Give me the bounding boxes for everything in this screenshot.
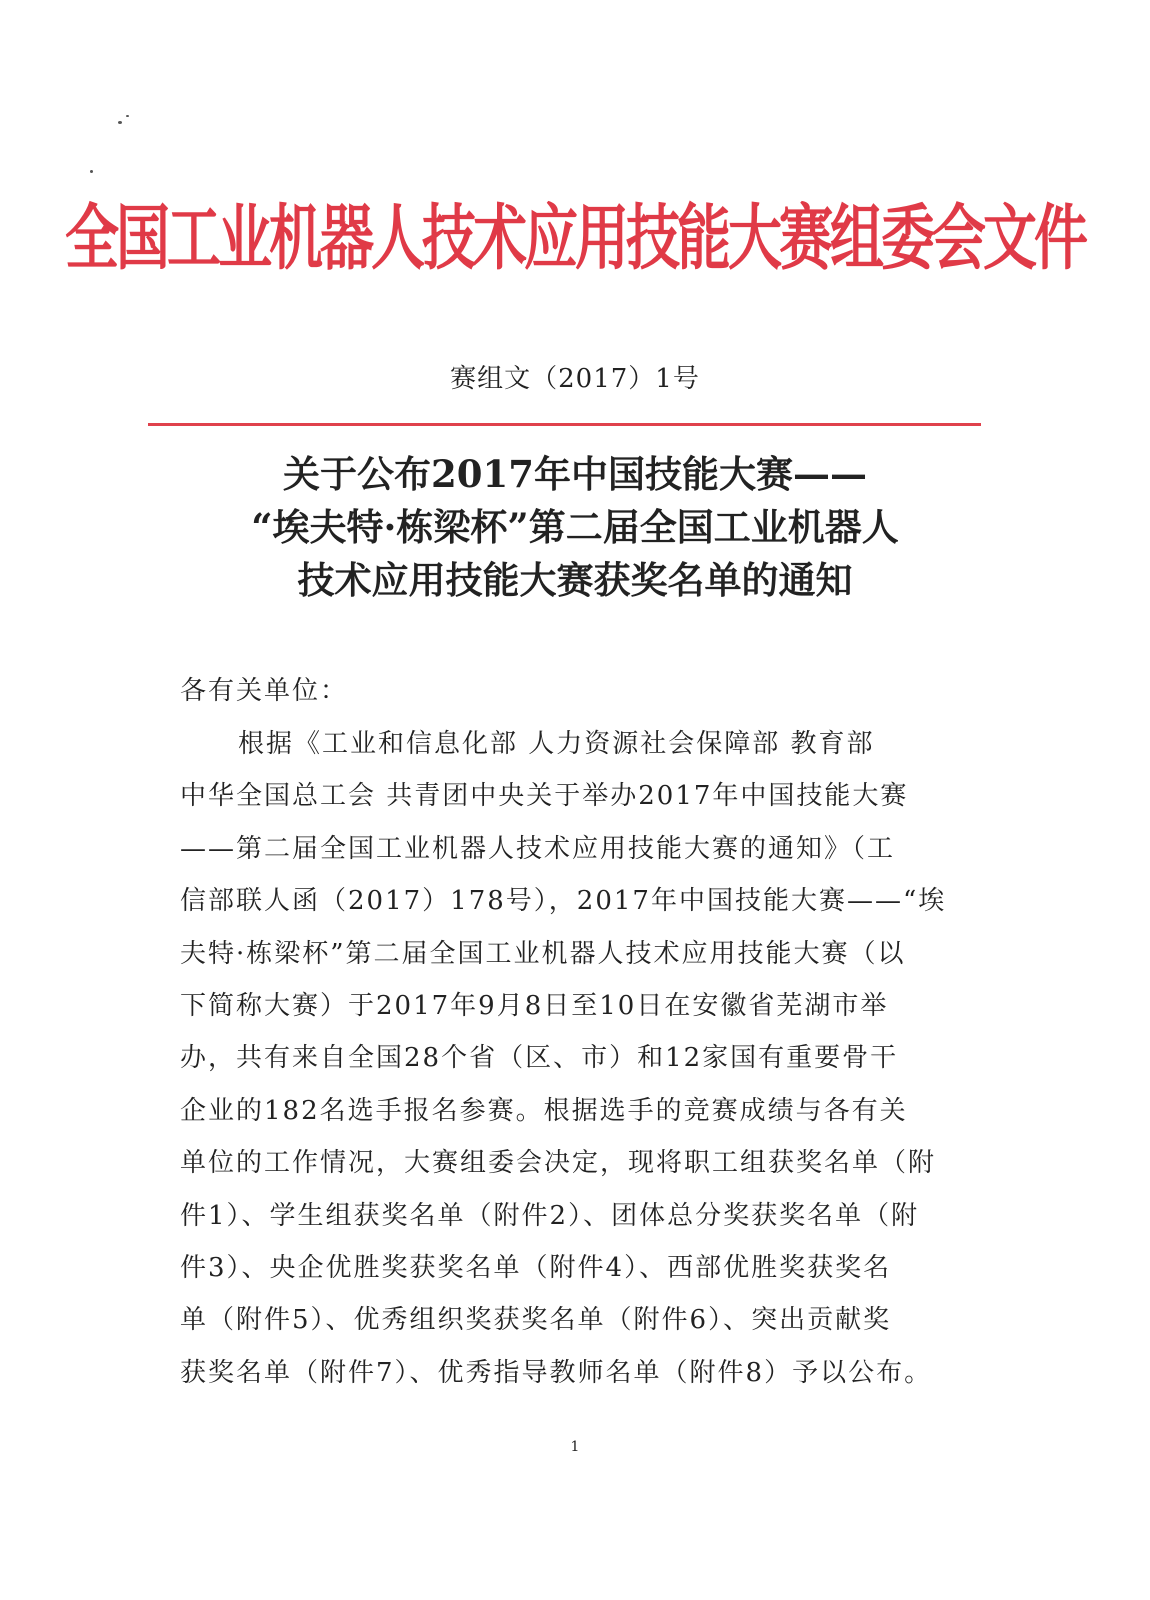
body-line: 信部联人函（2017）178号），2017年中国技能大赛——“埃 xyxy=(180,886,947,917)
notice-title-line: “埃夫特·栋梁杯”第二届全国工业机器人 xyxy=(251,505,899,549)
body-line: 根据《工业和信息化部 人力资源社会保障部 教育部 xyxy=(238,729,875,759)
body-line: 办，共有来自全国28个省（区、市）和12家国有重要骨干 xyxy=(180,1043,899,1074)
scan-speck xyxy=(90,170,93,173)
page-number: 1 xyxy=(570,1439,580,1455)
scan-speck xyxy=(126,115,129,117)
body-line: 下简称大赛）于2017年9月8日至10日在安徽省芜湖市举 xyxy=(180,991,889,1022)
body-line: 企业的182名选手报名参赛。根据选手的竞赛成绩与各有关 xyxy=(180,1095,908,1126)
letterhead-title: 全国工业机器人技术应用技能大赛组委会文件 xyxy=(65,195,1085,280)
notice-title-line: 技术应用技能大赛获奖名单的通知 xyxy=(297,558,853,602)
body-line: 中华全国总工会 共青团中央关于举办2017年中国技能大赛 xyxy=(180,781,909,812)
scan-speck xyxy=(118,121,122,124)
notice-title xyxy=(0,448,1150,607)
body-line: 件1）、学生组获奖名单（附件2）、团体总分奖获奖名单（附 xyxy=(180,1200,920,1231)
body-line: 获奖名单（附件7）、优秀指导教师名单（附件8）予以公布。 xyxy=(180,1357,933,1388)
body-line: 单位的工作情况，大赛组委会决定，现将职工组获奖名单（附 xyxy=(180,1148,937,1179)
document-number: 赛组文（2017）1号 xyxy=(450,364,700,394)
notice-title-line: 关于公布2017年中国技能大赛—— xyxy=(283,452,867,496)
body-paragraph xyxy=(180,718,980,1399)
salutation: 各有关单位： xyxy=(180,676,349,706)
body-line: ——第二届全国工业机器人技术应用技能大赛的通知》（工 xyxy=(180,833,896,864)
body-line: 件3）、央企优胜奖获奖名单（附件4）、西部优胜奖获奖名 xyxy=(180,1253,892,1284)
red-divider-rule xyxy=(148,423,981,426)
body-line: 夫特·栋梁杯”第二届全国工业机器人技术应用技能大赛（以 xyxy=(180,938,906,969)
body-line: 单（附件5）、优秀组织奖获奖名单（附件6）、突出贡献奖 xyxy=(180,1305,892,1336)
